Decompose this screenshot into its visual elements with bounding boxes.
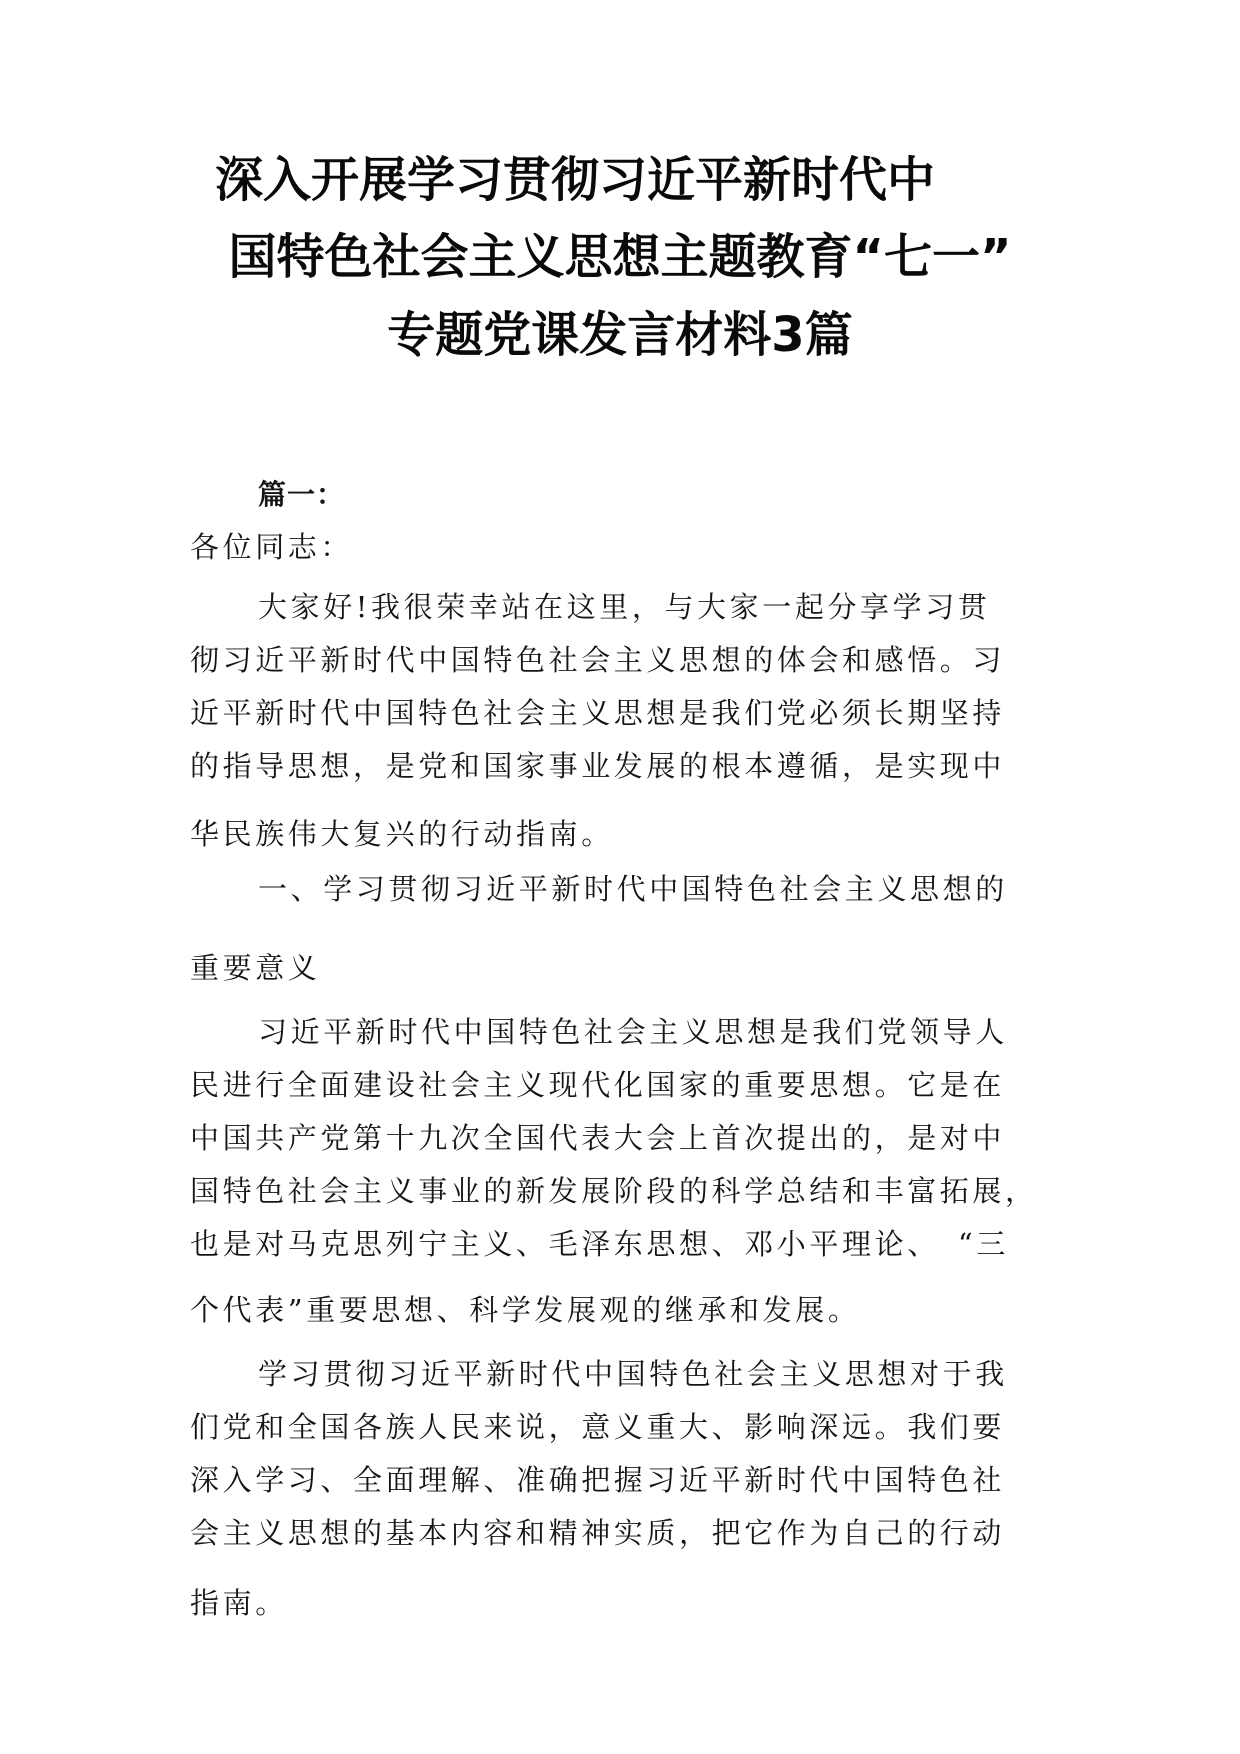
body-line: 学习贯彻习近平新时代中国特色社会主义思想对于我 [258, 1357, 1008, 1391]
document-title-line-1: 深入开展学习贯彻习近平新时代中 [215, 152, 936, 208]
subsection-heading: 一、学习贯彻习近平新时代中国特色社会主义思想的 [258, 872, 1008, 906]
section-heading: 篇一： [258, 478, 346, 511]
body-line: 中国共产党第十九次全国代表大会上首次提出的，是对中 [190, 1121, 1006, 1155]
body-line: 们党和全国各族人民来说，意义重大、影响深远。我们要 [190, 1410, 1006, 1444]
document-title-line-3: 专题党课发言材料3篇 [387, 307, 853, 363]
body-line: 国特色社会主义事业的新发展阶段的科学总结和丰富拓展， [190, 1174, 1038, 1208]
subsection-heading-cont: 重要意义 [190, 951, 321, 985]
body-line: 深入学习、全面理解、准确把握习近平新时代中国特色社 [190, 1463, 1006, 1497]
body-line: 大家好!我很荣幸站在这里，与大家一起分享学习贯 [258, 590, 991, 624]
salutation: 各位同志： [190, 530, 354, 564]
body-line: 华民族伟大复兴的行动指南。 [190, 817, 614, 851]
body-line: 的指导思想，是党和国家事业发展的根本遵循，是实现中 [190, 749, 1006, 783]
body-line: 会主义思想的基本内容和精神实质，把它作为自己的行动 [190, 1516, 1006, 1550]
body-line: 个代表”重要思想、科学发展观的继承和发展。 [190, 1293, 861, 1327]
body-line: 习近平新时代中国特色社会主义思想是我们党领导人 [258, 1015, 1008, 1049]
document-title-line-2: 国特色社会主义思想主题教育“七一” [228, 229, 1012, 285]
body-line: 近平新时代中国特色社会主义思想是我们党必须长期坚持 [190, 696, 1006, 730]
body-line: 也是对马克思列宁主义、毛泽东思想、邓小平理论、 “三 [190, 1227, 1009, 1261]
body-line: 彻习近平新时代中国特色社会主义思想的体会和感悟。习 [190, 643, 1006, 677]
body-line: 指南。 [190, 1586, 288, 1620]
body-line: 民进行全面建设社会主义现代化国家的重要思想。它是在 [190, 1068, 1006, 1102]
